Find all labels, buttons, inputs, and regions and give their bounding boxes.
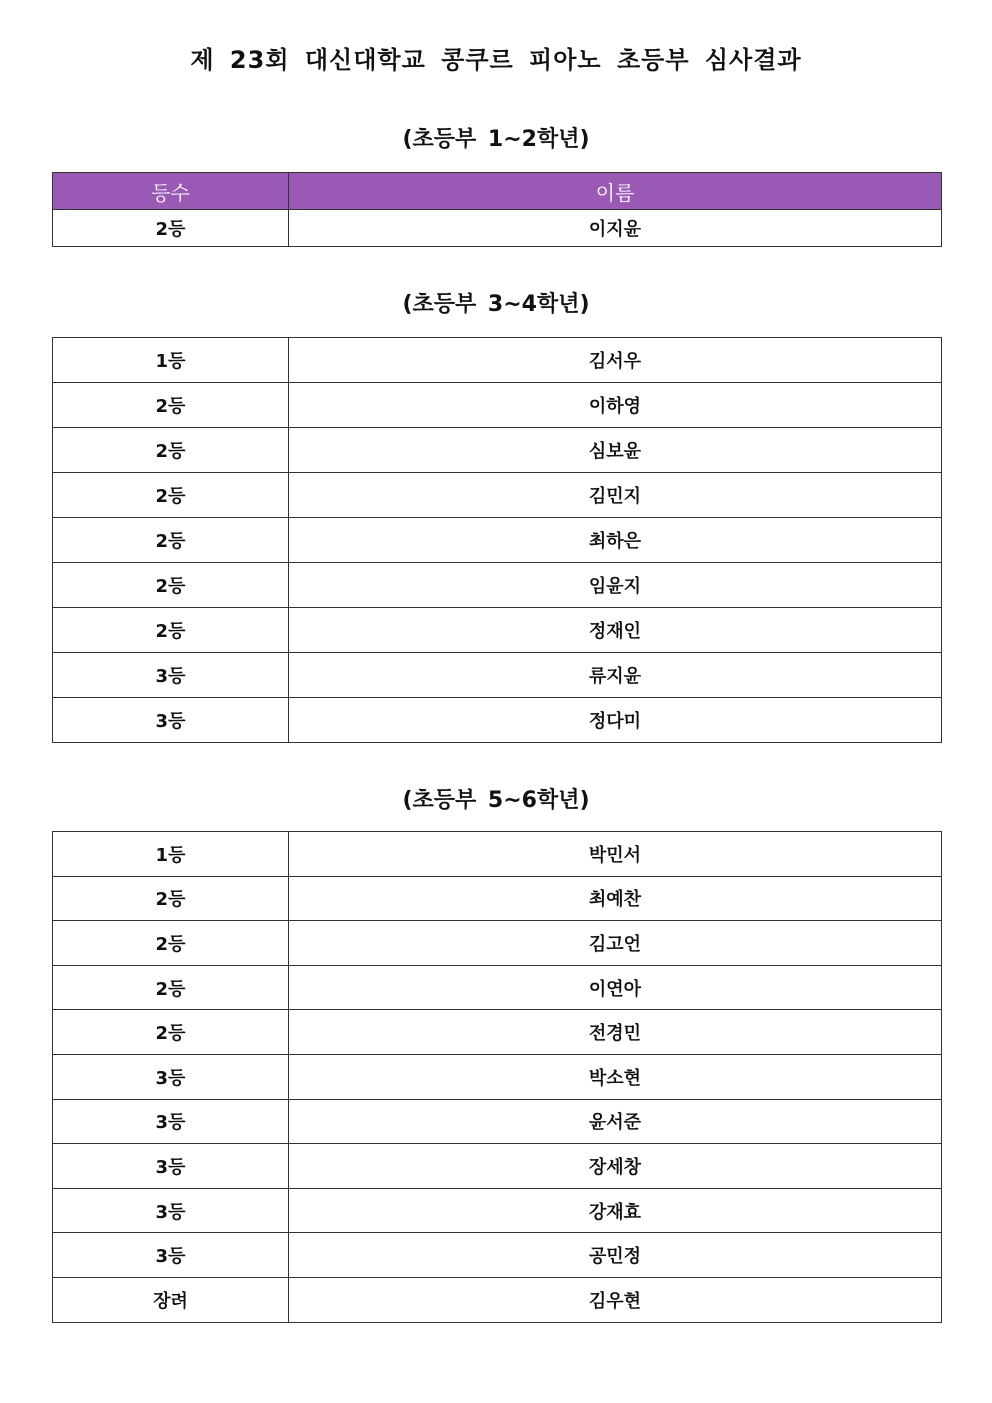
name-column-header: 이름 bbox=[289, 173, 942, 210]
rank-cell: 3등 bbox=[53, 1233, 289, 1278]
name-cell: 정재인 bbox=[289, 608, 942, 653]
table-row bbox=[53, 338, 942, 383]
table-row bbox=[53, 1233, 942, 1278]
table-row bbox=[53, 383, 942, 428]
table-row bbox=[53, 965, 942, 1010]
name-cell: 이지윤 bbox=[289, 210, 942, 247]
name-cell: 전경민 bbox=[289, 1010, 942, 1055]
rank-cell: 3등 bbox=[53, 1099, 289, 1144]
rank-cell: 장려 bbox=[53, 1277, 289, 1322]
table-header-row bbox=[53, 173, 942, 210]
name-cell: 윤서준 bbox=[289, 1099, 942, 1144]
rank-cell: 3등 bbox=[53, 1054, 289, 1099]
table-row bbox=[53, 1277, 942, 1322]
name-cell: 최예찬 bbox=[289, 876, 942, 921]
rank-column-header: 등수 bbox=[53, 173, 289, 210]
name-cell: 강재효 bbox=[289, 1188, 942, 1233]
table-row bbox=[53, 1054, 942, 1099]
table-row bbox=[53, 563, 942, 608]
name-cell: 김우현 bbox=[289, 1277, 942, 1322]
rank-cell: 3등 bbox=[53, 1144, 289, 1189]
table-row bbox=[53, 1144, 942, 1189]
section-title-grade-5-6: (초등부 5~6학년) bbox=[402, 788, 590, 813]
rank-cell: 2등 bbox=[53, 563, 289, 608]
section-title-grade-1-2: (초등부 1~2학년) bbox=[402, 127, 590, 152]
table-row bbox=[53, 698, 942, 743]
results-table-grade-1-2 bbox=[52, 172, 942, 247]
table-row bbox=[53, 473, 942, 518]
results-table-grade-5-6 bbox=[52, 831, 942, 1323]
rank-cell: 3등 bbox=[53, 1188, 289, 1233]
table-row bbox=[53, 832, 942, 877]
name-cell: 김서우 bbox=[289, 338, 942, 383]
table-row bbox=[53, 1099, 942, 1144]
rank-cell: 2등 bbox=[53, 921, 289, 966]
name-cell: 임윤지 bbox=[289, 563, 942, 608]
name-cell: 장세창 bbox=[289, 1144, 942, 1189]
rank-cell: 2등 bbox=[53, 210, 289, 247]
name-cell: 박소현 bbox=[289, 1054, 942, 1099]
rank-cell: 2등 bbox=[53, 383, 289, 428]
table-row bbox=[53, 518, 942, 563]
rank-cell: 2등 bbox=[53, 428, 289, 473]
table-row bbox=[53, 921, 942, 966]
table-row bbox=[53, 1010, 942, 1055]
rank-cell: 2등 bbox=[53, 473, 289, 518]
name-cell: 박민서 bbox=[289, 832, 942, 877]
table-row bbox=[53, 653, 942, 698]
table-row bbox=[53, 428, 942, 473]
name-cell: 심보윤 bbox=[289, 428, 942, 473]
name-cell: 정다미 bbox=[289, 698, 942, 743]
name-cell: 최하은 bbox=[289, 518, 942, 563]
name-cell: 류지윤 bbox=[289, 653, 942, 698]
rank-cell: 2등 bbox=[53, 965, 289, 1010]
table-row bbox=[53, 608, 942, 653]
name-cell: 김민지 bbox=[289, 473, 942, 518]
rank-cell: 2등 bbox=[53, 1010, 289, 1055]
rank-cell: 3등 bbox=[53, 653, 289, 698]
table-row bbox=[53, 876, 942, 921]
table-row bbox=[53, 1188, 942, 1233]
rank-cell: 1등 bbox=[53, 338, 289, 383]
results-table-grade-3-4 bbox=[52, 337, 942, 743]
rank-cell: 2등 bbox=[53, 518, 289, 563]
rank-cell: 2등 bbox=[53, 608, 289, 653]
name-cell: 공민정 bbox=[289, 1233, 942, 1278]
section-title-grade-3-4: (초등부 3~4학년) bbox=[402, 292, 590, 317]
rank-cell: 3등 bbox=[53, 698, 289, 743]
name-cell: 이연아 bbox=[289, 965, 942, 1010]
rank-cell: 2등 bbox=[53, 876, 289, 921]
table-row bbox=[53, 210, 942, 247]
name-cell: 이하영 bbox=[289, 383, 942, 428]
name-cell: 김고언 bbox=[289, 921, 942, 966]
page-title: 제 23회 대신대학교 콩쿠르 피아노 초등부 심사결과 bbox=[190, 46, 802, 74]
rank-cell: 1등 bbox=[53, 832, 289, 877]
